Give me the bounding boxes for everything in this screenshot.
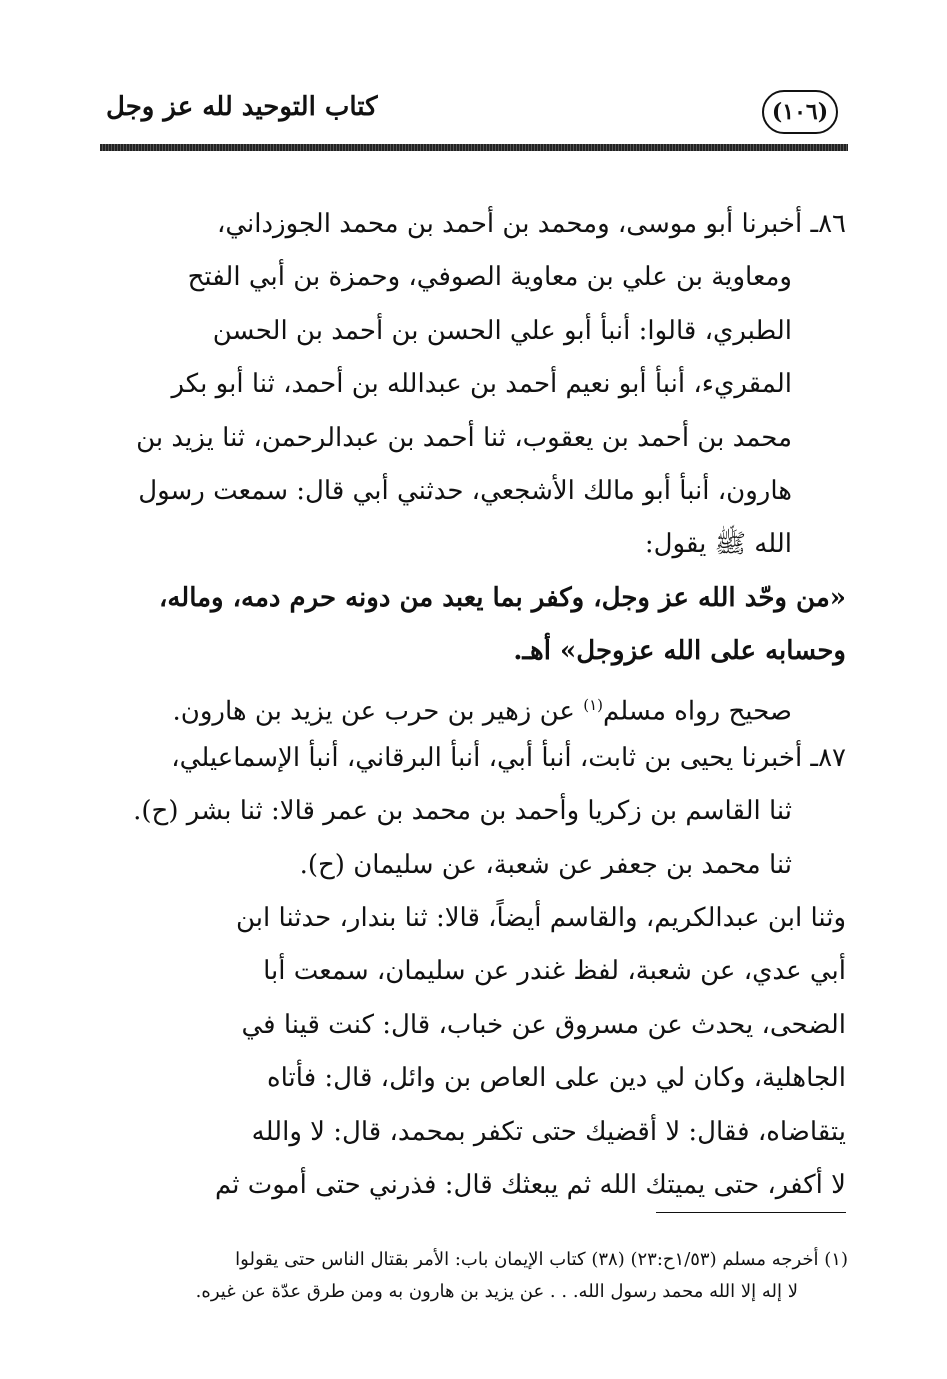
footnote-ref: (١) <box>583 695 603 714</box>
hadith-87-line-9: لا أكفر، حتى يميتك الله ثم يبعثك قال: فذرني حتى أموت ثم <box>214 1170 846 1201</box>
grading-text-rest: عن زهير بن حرب عن يزيد بن هارون. <box>172 696 575 727</box>
footnote-separator <box>656 1212 846 1213</box>
hadith-86-line-3: الطبري، قالوا: أنبأ أبو علي الحسن بن أحمد بن الحسن <box>212 315 792 346</box>
body-text <box>102 198 846 1212</box>
hadith-86-line-1: ٨٦ـ أخبرنا أبو موسى، ومحمد بن أحمد بن محمد الجوزداني، <box>216 209 846 239</box>
hadith-87-line-2: ثنا القاسم بن زكريا وأحمد بن محمد بن عمر قالا: ثنا بشر (ح). <box>133 796 792 827</box>
hadith-87-line-3: ثنا محمد بن جعفر عن شعبة، عن سليمان (ح). <box>299 849 792 880</box>
hadith-87-line-6: الضحى، يحدث عن مسروق عن خباب، قال: كنت قينا في <box>241 1009 846 1040</box>
grading-text: صحيح رواه مسلم <box>602 696 792 727</box>
hadith-86-line-5: محمد بن أحمد بن يعقوب، ثنا أحمد بن عبدالرحمن، ثنا يزيد بن <box>136 422 792 453</box>
footnote-1-line-1: (١) أخرجه مسلم (١/٥٣ح:٢٣) (٣٨) كتاب الإيمان باب: الأمر بقتال الناس حتى يقولوا <box>235 1249 848 1270</box>
hadith-87-line-8: يتقاضاه، فقال: لا أقضيك حتى تكفر بمحمد، قال: لا والله <box>251 1116 846 1147</box>
hadith-86-line-4: المقريء، أنبأ أبو نعيم أحمد بن عبدالله بن أحمد، ثنا أبو بكر <box>171 369 792 400</box>
page-header <box>100 88 848 148</box>
hadith-86-line-2: ومعاوية بن علي بن معاوية الصوفي، وحمزة بن أبي الفتح <box>187 262 792 293</box>
hadith-86-matn-2: وحسابه على الله عزوجل» أهـ. <box>513 636 846 667</box>
hadith-87-line-4: وثنا ابن عبدالكريم، والقاسم أيضاً، قالا: ثنا بندار، حدثنا ابن <box>236 903 846 934</box>
hadith-86-line-7: الله ﷺ يقول: <box>644 529 792 560</box>
hadith-86-grading <box>102 679 846 732</box>
hadith-87-line-5: أبي عدي، عن شعبة، لفظ غندر عن سليمان، سمعت أبا <box>263 956 846 987</box>
footnotes <box>100 1244 848 1308</box>
header-rule <box>100 144 848 151</box>
hadith-87-line-7: الجاهلية، وكان لي دين على العاص بن وائل، قال: فأتاه <box>267 1063 846 1094</box>
hadith-86-matn-1: «من وحّد الله عز وجل، وكفر بما يعبد من دونه حرم دمه، وماله، <box>158 582 846 613</box>
book-title: كتاب التوحيد لله عز وجل <box>106 92 378 122</box>
hadith-86-line-6: هارون، أنبأ أبو مالك الأشجعي، حدثني أبي قال: سمعت رسول <box>138 475 792 506</box>
hadith-87-line-1: ٨٧ـ أخبرنا يحيى بن ثابت، أنبأ أبي، أنبأ البرقاني، أنبأ الإسماعيلي، <box>171 742 846 773</box>
footnote-1-line-2: لا إله إلا الله محمد رسول الله. . . عن يزيد بن هارون به ومن طرق عدّة عن غيره. <box>195 1281 798 1302</box>
page-number: (١٠٦) <box>762 90 838 134</box>
